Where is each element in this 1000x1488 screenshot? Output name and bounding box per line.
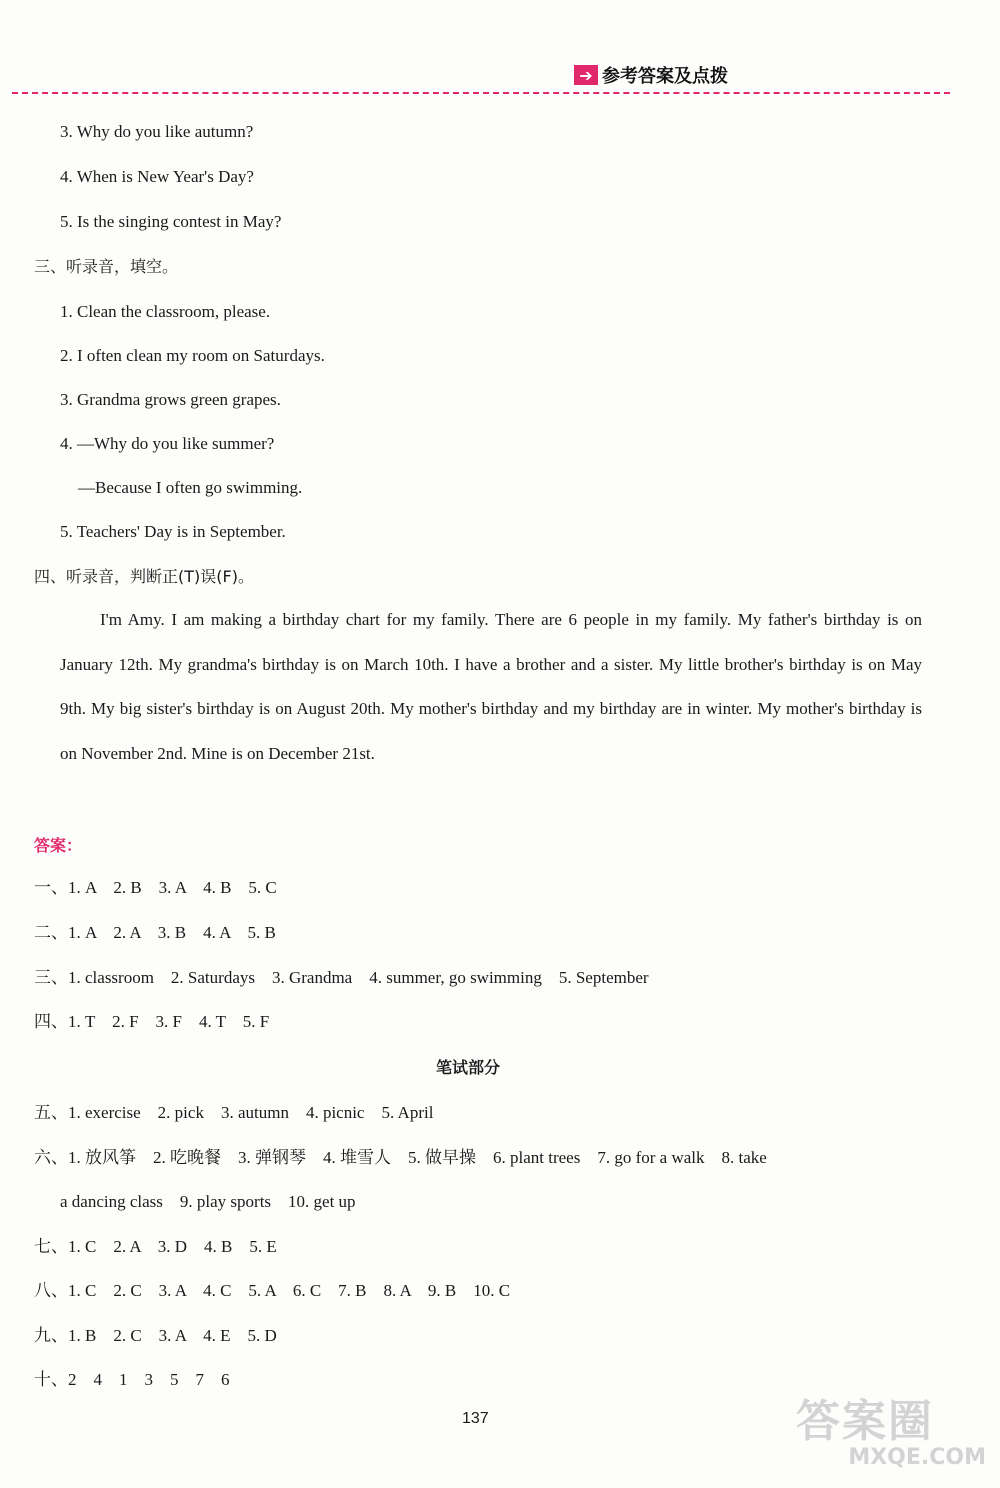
- header-title-text: 参考答案及点拨: [602, 66, 728, 87]
- list-item: 4. —Why do you like summer?: [60, 434, 275, 453]
- question-line: 5. Is the singing contest in May?: [60, 212, 282, 231]
- list-item: 1. Clean the classroom, please.: [60, 302, 271, 321]
- answer-row: 九、1. B 2. C 3. A 4. E 5. D: [34, 1326, 277, 1345]
- answer-row: 五、1. exercise 2. pick 3. autumn 4. picnic 5. April: [34, 1103, 434, 1122]
- watermark-bottom: MXQE.COM: [848, 1445, 986, 1470]
- answer-row: 七、1. C 2. A 3. D 4. B 5. E: [34, 1237, 277, 1256]
- section-title: 笔试部分: [436, 1058, 501, 1077]
- list-item: 3. Grandma grows green grapes.: [60, 390, 281, 409]
- answer-row: 三、1. classroom 2. Saturdays 3. Grandma 4. summer, go swimming 5. September: [34, 968, 649, 987]
- answer-row: 八、1. C 2. C 3. A 4. C 5. A 6. C 7. B 8. A 9. B 10. C: [34, 1281, 511, 1300]
- page-number: 137: [462, 1410, 489, 1427]
- answer-row: 十、2 4 1 3 5 7 6: [34, 1370, 230, 1389]
- question-line: 3. Why do you like autumn?: [60, 122, 254, 141]
- list-item: 5. Teachers' Day is in September.: [60, 522, 286, 541]
- section-heading: 四、听录音，判断正(T)误(F)。: [34, 567, 254, 586]
- answer-row: a dancing class 9. play sports 10. get up: [60, 1192, 356, 1211]
- question-line: 4. When is New Year's Day?: [60, 167, 254, 186]
- page-header: [12, 58, 950, 96]
- header-divider: [12, 92, 950, 94]
- header-title: [574, 62, 728, 88]
- passage: [60, 598, 922, 776]
- answer-row: 一、1. A 2. B 3. A 4. B 5. C: [34, 878, 277, 897]
- watermark-top: 答案圈: [796, 1396, 934, 1447]
- list-item: 2. I often clean my room on Saturdays.: [60, 346, 325, 365]
- watermark-logo: [796, 1398, 986, 1478]
- answer-row: 四、1. T 2. F 3. F 4. T 5. F: [34, 1012, 270, 1031]
- arrow-right-icon: ➔: [574, 65, 598, 85]
- answers-label: 答案：: [34, 836, 83, 855]
- list-item: —Because I often go swimming.: [78, 478, 303, 497]
- answer-row: 二、1. A 2. A 3. B 4. A 5. B: [34, 923, 276, 942]
- answer-row: 六、1. 放风筝 2. 吃晚餐 3. 弹钢琴 4. 堆雪人 5. 做早操 6. plant trees 7. go for a walk 8. take: [34, 1148, 767, 1167]
- passage-text: I'm Amy. I am making a birthday chart for my family. There are 6 people in my family. My father's birthday is on January 12th. My grandma's birthday is on March 10th. I have a brother and a sister. My little brother's birthday is on May 9th. My big sister's birthday is on August 20th. My mother's birthday and my birthday are in winter. My mother's birthday is on November 2nd. Mine is on December 21st.: [60, 610, 922, 763]
- section-heading: 三、听录音，填空。: [34, 257, 179, 276]
